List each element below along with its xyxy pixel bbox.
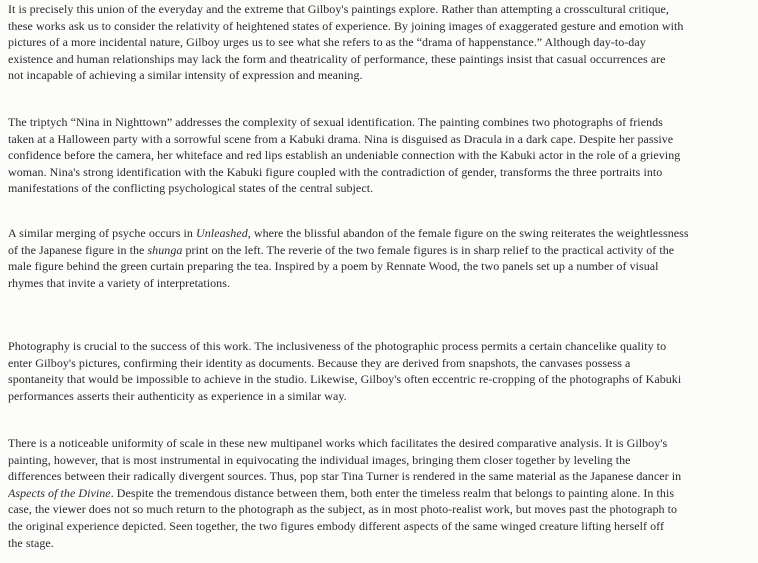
text-line: painting, however, that is most instrumental in equivocating the individual images, bringing them closer together by leveling the — [8, 452, 631, 467]
text-line: manifestations of the conflicting psychological states of the central subject. — [8, 181, 374, 196]
text-line: spontaneity that would be impossible to achieve in the studio. Likewise, Gilboy's often eccentric re-cropping of the photographs of Kabuki — [8, 372, 682, 387]
paragraph-drama-of-happenstance — [8, 1, 741, 84]
text-line: The triptych “Nina in Nighttown” addresses the complexity of sexual identification. The painting combines two photographs of friends — [8, 115, 663, 129]
text-line: the original experience depicted. Seen together, the two figures embody different aspects of the same winged creature lifting herself off — [8, 518, 665, 533]
text-line — [8, 242, 741, 259]
text-line: taken at a Halloween party with a sorrowful scene from a Kabuki drama. Nina is disguised as Dracula in a dark cape. Despite her passive — [8, 131, 674, 146]
text-line — [8, 225, 741, 242]
text-run: print on the left. The reverie of the two female figures is in sharp relief to the practical activity of the — [182, 242, 675, 257]
text-line: pictures of a more incidental nature, Gilboy urges us to see what she refers to as the “drama of happenstance.” Although day-to-day — [8, 35, 646, 50]
text-line: differences between their radically divergent sources. Thus, pop star Tina Turner is rendered in the same material as the Japanese dancer in — [8, 469, 682, 484]
text-line: these works ask us to consider the relativity of heightened states of experience. By joining images of exaggerated gesture and emotion with — [8, 18, 684, 33]
term-shunga: shunga — [147, 242, 183, 257]
text-line: rhymes that invite a variety of interpretations. — [8, 275, 230, 290]
paragraph-nina-in-nighttown — [8, 114, 741, 197]
text-line: woman. Nina's strong identification with the Kabuki figure coupled with the contradiction of gender, transforms the three portraits into — [8, 164, 663, 179]
text-line: case, the viewer does not so much return to the photograph as the subject, as in most photo-realist work, but moves past the photograph to — [8, 502, 678, 517]
text-line: the stage. — [8, 535, 54, 550]
paragraph-photography — [8, 338, 741, 404]
artwork-title-aspects-of-the-divine: Aspects of the Divine — [8, 485, 111, 500]
paragraph-unleashed — [8, 225, 741, 291]
text-line: It is precisely this union of the everyday and the extreme that Gilboy's paintings explore. Rather than attempting a crosscultural critique, — [8, 2, 669, 16]
text-line — [8, 485, 741, 502]
text-line: not incapable of achieving a similar intensity of expression and meaning. — [8, 68, 363, 83]
text-run: , where the blissful abandon of the female figure on the swing reiterates the weightlessness — [247, 226, 689, 240]
text-line: existence and human relationships may lack the form and theatricality of performance, these paintings insist that casual occurrences are — [8, 51, 666, 66]
text-line: male figure behind the green curtain preparing the tea. Inspired by a poem by Rennate Wood, the two panels set up a number of visual — [8, 259, 659, 274]
text-line: Photography is crucial to the success of this work. The inclusiveness of the photographic process permits a certain chancelike quality to — [8, 339, 667, 353]
paragraph-uniformity-of-scale — [8, 435, 741, 551]
text-line: There is a noticeable uniformity of scale in these new multipanel works which facilitates the desired comparative analysis. It is Gilboy's — [8, 436, 668, 450]
text-run: of the Japanese figure in the — [8, 242, 148, 257]
text-line: confidence before the camera, her whiteface and red lips establish an undeniable connection with the Kabuki actor in the role of a grieving — [8, 148, 681, 163]
artwork-title-unleashed: Unleashed — [195, 226, 248, 240]
text-line: enter Gilboy's pictures, confirming their identity as documents. Because they are derived from snapshots, the canvases possess a — [8, 355, 631, 370]
text-run: . Despite the tremendous distance between them, both enter the timeless realm that belongs to painting alone. In this — [110, 485, 675, 500]
text-line: performances asserts their authenticity as experience in a similar way. — [8, 388, 347, 403]
text-run: A similar merging of psyche occurs in — [8, 226, 196, 240]
